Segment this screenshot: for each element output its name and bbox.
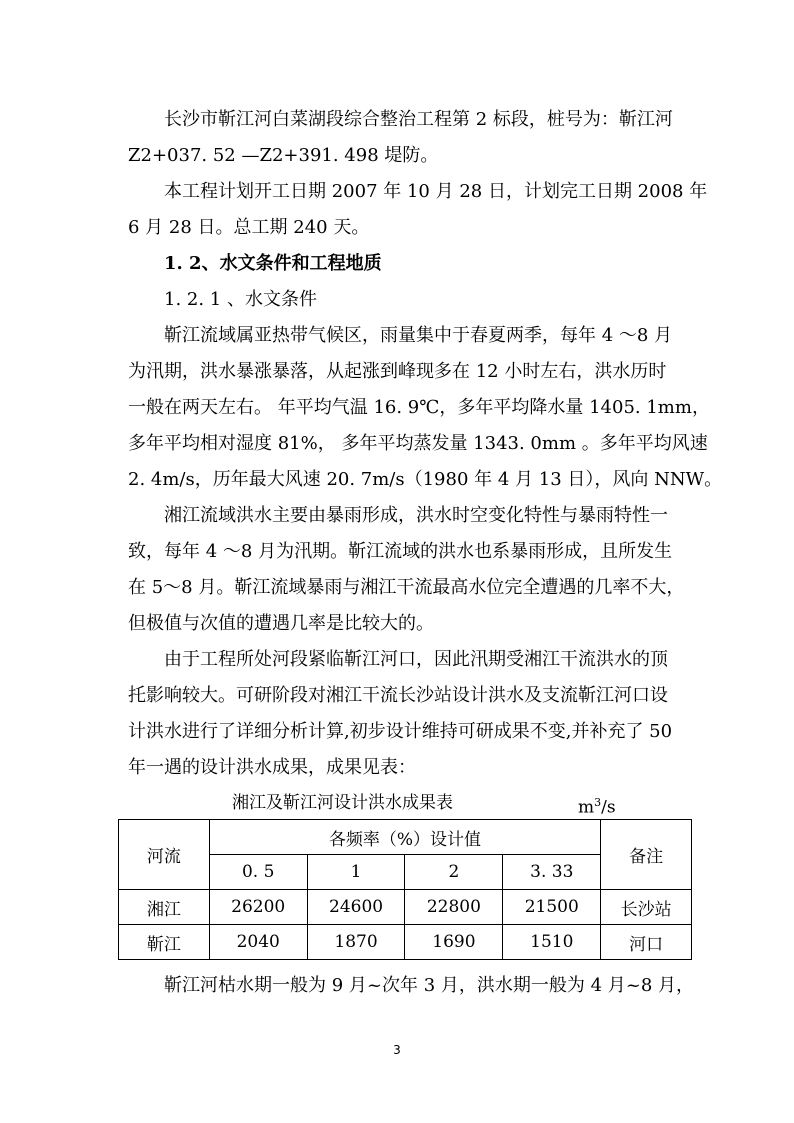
frequency-cell: 2 [405, 855, 503, 890]
paragraph-text: 一般在两天左右。 年平均气温 16. 9℃，多年平均降水量 1405. 1mm， [128, 397, 710, 418]
value-cell: 26200 [209, 890, 307, 925]
paragraph-text: 年一遇的设计洪水成果，成果见表： [128, 757, 416, 778]
paragraph-text: Z2+037. 52 —Z2+391. 498 堤防。 [128, 145, 439, 166]
paragraph-text: 湘江流域洪水主要由暴雨形成，洪水时空变化特性与暴雨特性一 [164, 505, 668, 526]
header-cell-frequency: 各频率（%）设计值 [209, 820, 600, 855]
value-cell: 1510 [503, 925, 601, 960]
frequency-cell: 0. 5 [209, 855, 307, 890]
table-row [119, 925, 692, 960]
paragraph-text: 为汛期，洪水暴涨暴落，从起涨到峰现多在 12 小时左右，洪水历时 [128, 361, 667, 382]
paragraph-text: 本工程计划开工日期 2007 年 10 月 28 日，计划完工日期 2008 年 [164, 181, 708, 202]
frequency-cell: 1 [307, 855, 405, 890]
flood-design-table [118, 819, 692, 960]
note-cell: 长沙站 [601, 890, 692, 925]
paragraph-text: 但极值与次值的遭遇几率是比较大的。 [128, 613, 434, 634]
value-cell: 1690 [405, 925, 503, 960]
value-cell: 24600 [307, 890, 405, 925]
table-caption: 湘江及靳江河设计洪水成果表 [232, 793, 453, 813]
header-cell-river: 河流 [119, 820, 210, 890]
paragraph-text: 6 月 28 日。总工期 240 天。 [128, 217, 370, 238]
value-cell: 1870 [307, 925, 405, 960]
page-number: 3 [393, 1043, 401, 1057]
subsection-heading: 1. 2. 1 、水文条件 [164, 289, 317, 310]
section-heading: 1. 2、水文条件和工程地质 [164, 253, 382, 274]
paragraph-text: 计洪水进行了详细分析计算,初步设计维持可研成果不变,并补充了 50 [128, 721, 673, 742]
paragraph-text: 靳江河枯水期一般为 9 月~次年 3 月，洪水期一般为 4 月~8 月， [164, 975, 695, 996]
paragraph-text: 多年平均相对湿度 81%， 多年平均蒸发量 1343. 0mm 。多年平均风速 [128, 433, 708, 454]
paragraph-text: 2. 4m/s，历年最大风速 20. 7m/s（1980 年 4 月 13 日），风向 NNW。 [128, 469, 723, 490]
header-cell-note: 备注 [601, 820, 692, 890]
river-cell: 湘江 [119, 890, 210, 925]
table-unit: $m^3/s$ [578, 796, 616, 818]
table-header-row [119, 820, 692, 855]
value-cell: 2040 [209, 925, 307, 960]
table-row [119, 890, 692, 925]
paragraph-text: 长沙市靳江河白菜湖段综合整治工程第 2 标段，桩号为：靳江河 [164, 109, 673, 130]
value-cell: 21500 [503, 890, 601, 925]
paragraph-text: 托影响较大。可研阶段对湘江干流长沙站设计洪水及支流靳江河口设 [128, 685, 668, 706]
frequency-cell: 3. 33 [503, 855, 601, 890]
river-cell: 靳江 [119, 925, 210, 960]
paragraph-text: 靳江流域属亚热带气候区，雨量集中于春夏两季，每年 4 ～8 月 [164, 325, 673, 346]
value-cell: 22800 [405, 890, 503, 925]
paragraph-text: 在 5～8 月。靳江流域暴雨与湘江干流最高水位完全遭遇的几率不大， [128, 577, 685, 598]
paragraph-text: 致，每年 4 ～8 月为汛期。靳江流域的洪水也系暴雨形成，且所发生 [128, 541, 673, 562]
note-cell: 河口 [601, 925, 692, 960]
paragraph-text: 由于工程所处河段紧临靳江河口，因此汛期受湘江干流洪水的顶 [164, 649, 668, 670]
